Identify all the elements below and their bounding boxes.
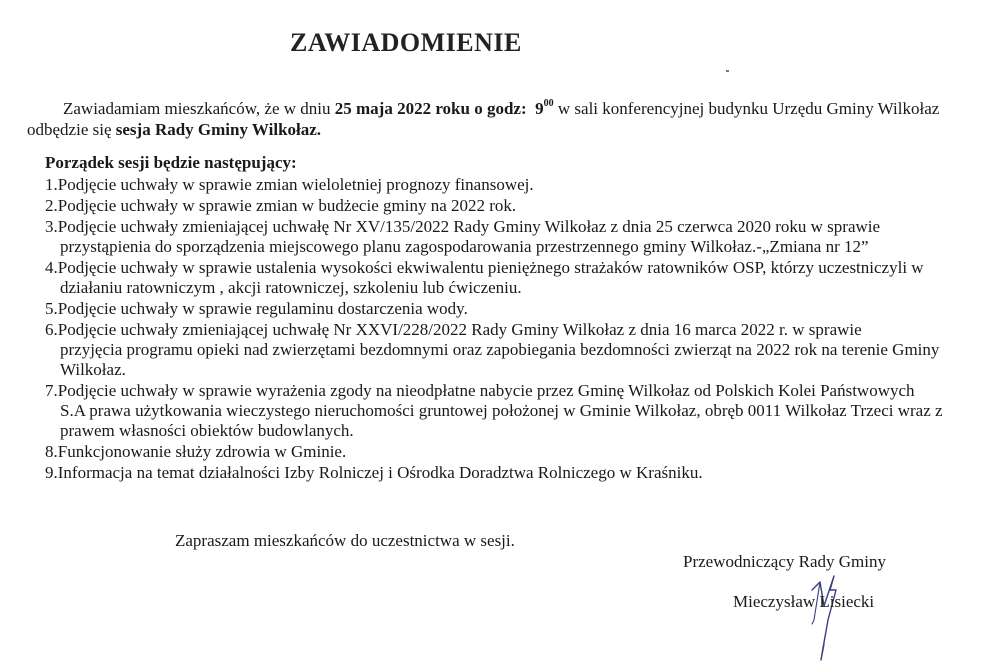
intro-text-3: odbędzie się — [27, 120, 116, 139]
agenda-item-continuation: prawem własności obiektów budowlanych. — [60, 421, 354, 440]
agenda-item — [45, 299, 975, 319]
agenda-item-number: 5. — [45, 299, 58, 318]
agenda-item-number: 2. — [45, 196, 58, 215]
session-name: sesja Rady Gminy Wilkołaz. — [115, 120, 322, 139]
agenda-item-number: 3. — [45, 217, 58, 236]
agenda-item-text: Podjęcie uchwały zmieniającej uchwałę Nr XV/135/2022 Rady Gminy Wilkołaz z dnia 25 czerwca 2020 roku w sprawie — [57, 217, 881, 236]
agenda-item-text: Podjęcie uchwały w sprawie ustalenia wysokości ekwiwalentu pieniężnego strażaków ratowników OSP, którzy uczestniczyli w — [57, 258, 924, 277]
agenda-item-continuation: działaniu ratowniczym , akcji ratowniczej, szkoleniu lub ćwiczeniu. — [60, 278, 522, 297]
meeting-minutes: 00 — [543, 98, 554, 109]
agenda-item-number: 4. — [45, 258, 58, 277]
agenda-item-text: Informacja na temat działalności Izby Rolniczej i Ośrodka Doradztwa Rolniczego w Kraśniku. — [57, 463, 703, 482]
agenda-item — [45, 217, 975, 257]
agenda-item — [45, 175, 975, 195]
agenda-item-number: 7. — [45, 381, 58, 400]
agenda-item — [45, 442, 975, 462]
agenda-item-continuation: S.A prawa użytkowania wieczystego nieruchomości gruntowej położonej w Gminie Wilkołaz, obręb 0011 Wilkołaz Trzeci wraz z — [60, 401, 943, 420]
agenda-item-text: Podjęcie uchwały w sprawie zmian w budżecie gminy na 2022 rok. — [57, 196, 517, 215]
scan-speck — [726, 70, 729, 72]
agenda-heading: Porządek sesji będzie następujący: — [45, 153, 297, 172]
agenda-item-continuation: Wilkołaz. — [60, 360, 126, 379]
meeting-hour: 9 — [535, 99, 544, 118]
agenda-item — [45, 463, 975, 483]
agenda-item-text: Podjęcie uchwały w sprawie zmian wieloletniej prognozy finansowej. — [57, 175, 534, 194]
agenda-item — [45, 320, 975, 380]
agenda-item-continuation: przystąpienia do sporządzenia miejscowego planu zagospodarowania przestrzennego gminy Wilkołaz.-„Zmiana nr 12” — [60, 237, 869, 256]
document-title: ZAWIADOMIENIE — [290, 28, 522, 57]
intro-text-2: w sali konferencyjnej budynku Urzędu Gminy Wilkołaz — [553, 99, 940, 118]
agenda-item — [45, 196, 975, 216]
agenda-item-text: Podjęcie uchwały w sprawie regulaminu dostarczenia wody. — [57, 299, 468, 318]
signatory-role: Przewodniczący Rady Gminy — [683, 552, 886, 571]
agenda-item — [45, 258, 975, 298]
handwritten-signature — [790, 560, 850, 665]
agenda-item-text: Funkcjonowanie służy zdrowia w Gminie. — [57, 442, 347, 461]
invitation-text: Zapraszam mieszkańców do uczestnictwa w sesji. — [175, 531, 515, 550]
intro-text-1: Zawiadamiam mieszkańców, że w dniu — [63, 99, 335, 118]
agenda-item-number: 9. — [45, 463, 58, 482]
agenda-item-number: 6. — [45, 320, 58, 339]
agenda-item-continuation: przyjęcia programu opieki nad zwierzętami bezdomnymi oraz zapobiegania bezdomności zwierząt na 2022 rok na terenie Gminy — [60, 340, 940, 359]
agenda-item-number: 8. — [45, 442, 58, 461]
agenda-item-text: Podjęcie uchwały w sprawie wyrażenia zgody na nieodpłatne nabycie przez Gminę Wilkołaz od Polskich Kolei Państwowych — [57, 381, 915, 400]
agenda-item-text: Podjęcie uchwały zmieniającej uchwałę Nr XXVI/228/2022 Rady Gminy Wilkołaz z dnia 16 marca 2022 r. w sprawie — [57, 320, 862, 339]
intro-paragraph — [27, 93, 970, 140]
signatory-name: Mieczysław Lisiecki — [733, 592, 875, 611]
agenda-item-number: 1. — [45, 175, 58, 194]
agenda-item — [45, 381, 975, 441]
meeting-date: 25 maja 2022 roku o godz: — [334, 99, 527, 118]
agenda-list — [45, 175, 975, 484]
